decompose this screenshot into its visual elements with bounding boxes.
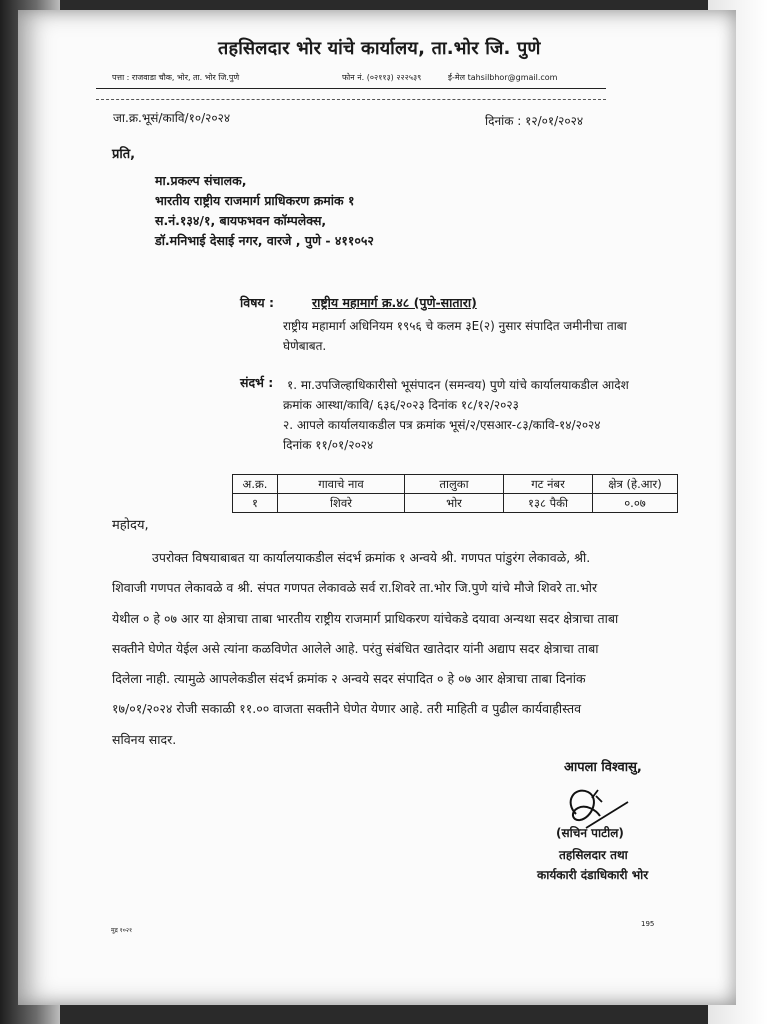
table-header-cell: अ.क्र.: [233, 475, 278, 494]
greeting: महोदय,: [112, 518, 149, 533]
table-header-row: [233, 475, 678, 494]
reference-line: १. मा.उपजिल्हाधिकारीसो भूसंपादन (समन्वय) पुणे यांचे कार्यालयाकडील आदेश: [287, 378, 629, 392]
table-cell: १: [233, 494, 278, 513]
reference-line: क्रमांक आस्था/कावि/ ६३६/२०२३ दिनांक १८/१२/२०२३: [283, 398, 519, 412]
footer-print-code: मुद्र १०२१: [111, 927, 133, 934]
subject-heading: राष्ट्रीय महामार्ग क्र.४८ (पुणे-सातारा): [312, 295, 477, 310]
reference-number: जा.क्र.भूसं/कावि/१०/२०२४: [113, 111, 231, 125]
body-line: येथील ० हे ०७ आर या क्षेत्राचा ताबा भारतीय राष्ट्रीय राजमार्ग प्राधिकरण यांचेकडे दयावा अन्यथा सदर क्षेत्राचा ताबा: [112, 610, 619, 626]
reference-line: २. आपले कार्यालयाकडील पत्र क्रमांक भूसं/२/एसआर-८३/कावि-१४/२०२४: [283, 418, 601, 432]
body-line: शिवाजी गणपत लेकावळे व श्री. संपत गणपत लेकावळे सर्व रा.शिवरे ता.भोर जि.पुणे यांचे मौजे शिवरे ता.भोर: [112, 580, 598, 596]
table-row: [233, 494, 678, 513]
references-label: संदर्भ :: [240, 375, 274, 390]
subject-line: राष्ट्रीय महामार्ग अधिनियम १९५६ चे कलम ३E(२) नुसार संपादित जमीनीचा ताबा: [283, 319, 627, 333]
subject-label: विषय :: [240, 295, 275, 310]
header-rule-dashed: [96, 99, 606, 100]
header-rule: [96, 88, 606, 89]
body-line: सक्तीने घेणेत येईल असे त्यांना कळविणेत आलेले आहे. परंतु संबंधित खातेदार यांनी अद्याप सदर क्षेत्राचा ताबा: [112, 640, 599, 656]
subject-line: घेणेबाबत.: [283, 339, 327, 353]
table-cell: शिवरे: [278, 494, 405, 513]
signatory-designation: तहसिलदार तथा: [559, 848, 628, 862]
body-line: उपरोक्त विषयाबाबत या कार्यालयाकडील संदर्भ क्रमांक १ अन्वये श्री. गणपत पांडुरंग लेकावळे, श्री.: [152, 550, 591, 565]
recipient-line: डॉ.मनिभाई देसाई नगर, वारजे , पुणे - ४११०५२: [155, 233, 374, 248]
table-header-cell: गावाचे नाव: [278, 475, 405, 494]
closing: आपला विश्वासु,: [564, 760, 642, 775]
office-email: ई-मेल tahsilbhor@gmail.com: [448, 73, 558, 82]
letter-date: दिनांक : १२/०१/२०२४: [485, 114, 584, 128]
table-header-cell: तालुका: [405, 475, 504, 494]
footer-page-number: 195: [641, 920, 655, 928]
signatory-designation: कार्यकारी दंडाधिकारी भोर: [537, 868, 649, 882]
recipient-line: स.नं.१३४/१, बायफभवन कॉम्पलेक्स,: [155, 213, 327, 228]
body-line: दिलेला नाही. त्यामुळे आपलेकडील संदर्भ क्रमांक २ अन्वये सदर संपादित ० हे ०७ आर क्षेत्राचा ताबा दिनांक: [112, 671, 586, 687]
office-phone: फोन नं. (०२११३) २२२५३९: [342, 73, 422, 82]
table-header-cell: गट नंबर: [504, 475, 593, 494]
recipient-line: भारतीय राष्ट्रीय राजमार्ग प्राधिकरण क्रमांक १: [155, 193, 355, 208]
letter-body: [112, 543, 707, 755]
signatory-name: (सचिन पाटील): [556, 826, 624, 840]
table-cell: ०.०७: [593, 494, 678, 513]
recipient-line: मा.प्रकल्प संचालक,: [155, 173, 247, 188]
table-cell: भोर: [405, 494, 504, 513]
reference-line: दिनांक ११/०१/२०२४: [283, 438, 374, 452]
office-title: तहसिलदार भोर यांचे कार्यालय, ता.भोर जि. पुणे: [218, 38, 541, 59]
table-cell: १३८ पैकी: [504, 494, 593, 513]
table-header-cell: क्षेत्र (हे.आर): [593, 475, 678, 494]
body-line: १७/०१/२०२४ रोजी सकाळी ११.०० वाजता सक्तीने घेणेत येणार आहे. तरी माहिती व पुढील कार्यवाहीस्तव: [112, 701, 582, 717]
land-details-table: [232, 474, 678, 513]
salutation: प्रति,: [112, 147, 136, 162]
office-address: पत्ता : राजवाडा चौक, भोर, ता. भोर जि.पुणे: [112, 73, 240, 82]
body-line: सविनय सादर.: [112, 731, 177, 747]
